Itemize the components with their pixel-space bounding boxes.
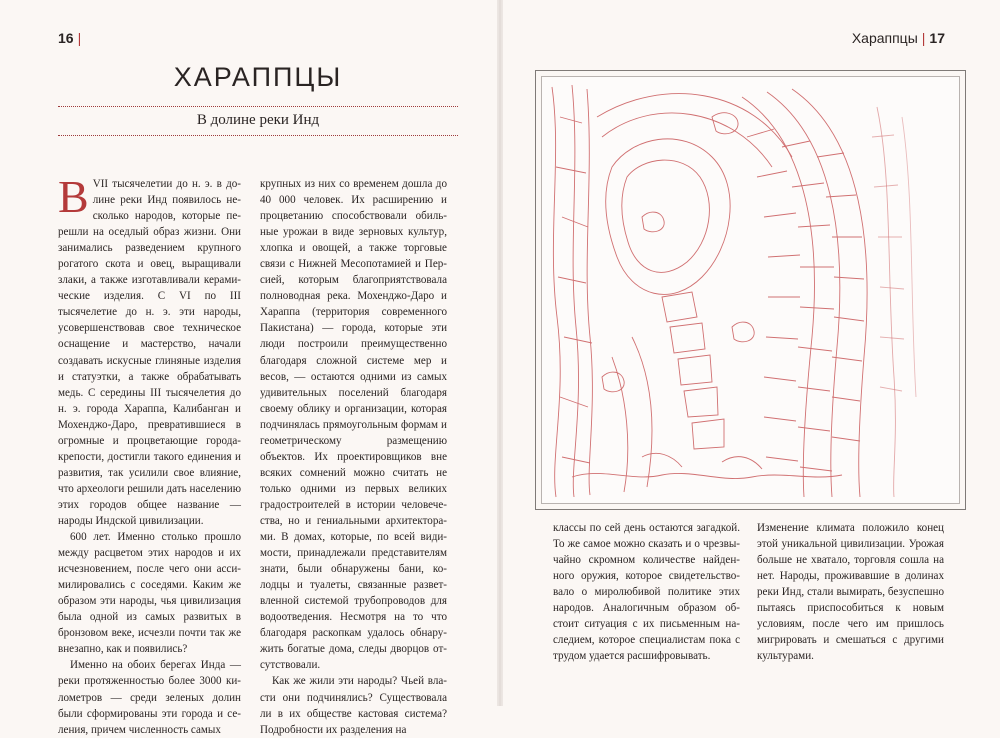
page-number-right: 17 xyxy=(929,30,945,46)
chapter-title: ХАРАППЦЫ xyxy=(173,62,343,92)
paragraph: 600 лет. Именно столько прошло между расцветом этих народов и их исчезновением, после чего они ассимилировались с соседями. Каким же образом эти народы, чья цивилизация была одной из самых развитых в бронзовом веке, исчезли почти так же внезапно, как и появились? xyxy=(58,531,241,656)
text-column-left-2 xyxy=(260,176,447,738)
paragraph-text: VII тысячелетии до н. э. в долине реки Инд появилось несколько народов, которые перешли на оседлый образ жизни. Они занимались разведением крупного рогатого скота и овец, выращивали злаки, а также изготавливали керамические изделия. С VI по III тысячелетие до н. э. эти народы, усовершенствовав свое техническое оснащение и мастерство, начали создавать искусные глиняные изделия и статуэтки, а также обрабатывать медь. С середины III тысячелетия до н. э. города Хараппа, Калибанган и Мохенджо-Даро, превратившиеся в огромные и процветающие города-крепости, достигли такого единения и развития, так усилили свое влияние, что археологи решили дать населению этих городов общее название — народы Индской цивилизации. xyxy=(58,178,241,527)
text-column-right-2 xyxy=(757,520,944,664)
paragraph: Как же жили эти народы? Чьей власти они подчинялись? Существовала ли в их обществе кастовая система? Подробности их разделения на xyxy=(260,675,447,736)
paragraph: классы по сей день остаются загадкой. То же самое можно сказать и о чрезвычайно скромном количестве найденного оружия, которое свидетельствовало о миролюбивой политике этих народов. Аналогичным образом обстоит ситуация с их письменным наследием, которое специалистам пока с трудом удается расшифровывать. xyxy=(553,522,740,663)
header-separator: | xyxy=(77,30,82,46)
header-separator: | xyxy=(921,30,926,46)
paragraph: крупных из них со временем дошла до 40 000 человек. Их расширению и процветанию способствовали обильные урожаи в виде зерновых культур, хлопка и овощей, а также торговые связи с Нижней Месопотамией и Персией, которым благоприятствовала полноводная река. Мохенджо-Даро и Хараппа (территория современного Пакистана) — города, которые эти люди построили преимущественно благодаря сложной системе мер и весов, — остаются одними из самых удивительных поселений благодаря своему облику и организации, которая подчинялась прямоугольным формам и геометрическому размещению объектов. Их проектировщиков вне всяких сомнений можно считать не только одними из первых великих градостроителей в истории человечества, но и гениальными архитекторами. В домах, которые, по всей видимости, принадлежали представителям знати, были обнаружены бани, колодцы и туалеты, связанные разветвленной системой трубопроводов для водоотведения. Несмотря на то что благодаря раскопкам удалось обнаружить богатые дома, следы дворцов отсутствовали. xyxy=(260,178,447,672)
paragraph: Изменение климата положило конец этой уникальной цивилизации. Урожая больше не хватало, торговля сошла на нет. Народы, проживавшие в долинах реки Инд, стали вымирать, безуспешно пытаясь приспособиться к новым условиям, после чего им пришлось мигрировать и смешаться с другими культурами. xyxy=(757,522,944,663)
left-page xyxy=(0,0,497,736)
right-page-header xyxy=(852,30,945,46)
drop-cap: В xyxy=(58,171,89,222)
section-subtitle: В долине реки Инд xyxy=(196,112,320,128)
running-header: Хараппцы xyxy=(851,30,918,46)
title-divider-top xyxy=(58,106,458,107)
page-number-left: 16 xyxy=(58,30,74,46)
paragraph: Именно на обоих берегах Инда — реки протяженностью более 3000 километров — среди зеленых долин были сформированы эти города и селения, причем численность самых xyxy=(58,659,241,736)
text-column-left-1 xyxy=(58,171,241,738)
illustration-frame xyxy=(535,70,966,510)
illustration-mat xyxy=(541,76,960,504)
text-column-right-1 xyxy=(553,520,740,664)
left-page-header xyxy=(58,30,85,46)
paragraph xyxy=(58,171,241,529)
ruins-drawing-illustration xyxy=(542,77,960,504)
title-divider-bottom xyxy=(58,135,458,136)
